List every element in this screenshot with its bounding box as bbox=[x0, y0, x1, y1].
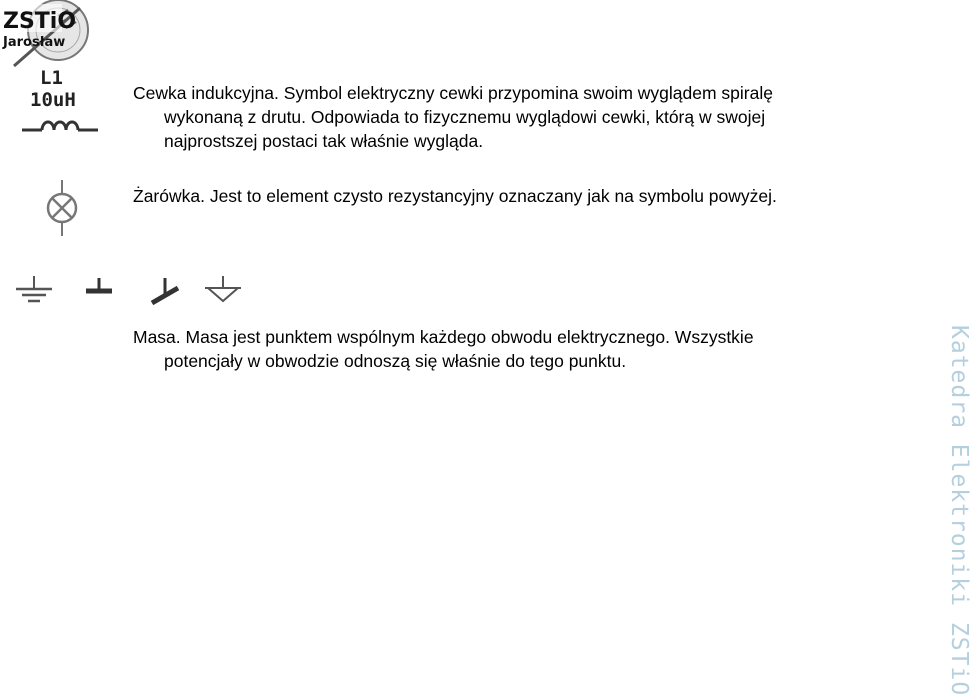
inductor-line-2: wykonaną z drutu. Odpowiada to fizycznemu wyglądowi cewki, którą w swojej bbox=[164, 107, 766, 127]
inductor-label-name: L1 bbox=[40, 67, 63, 89]
lamp-symbol-icon bbox=[42, 180, 82, 236]
signal-ground-icon bbox=[84, 276, 114, 300]
inductor-line-1: Cewka indukcyjna. Symbol elektryczny cewki przypomina swoim wyglądem spiralę bbox=[133, 83, 773, 103]
earth-ground-icon bbox=[14, 276, 54, 306]
ground-line-2: potencjały w obwodzie odnoszą się właśnie do tego punktu. bbox=[164, 351, 627, 371]
bulb-description bbox=[133, 184, 777, 208]
bulb-line-1: Żarówka. Jest to element czysto rezystancyjny oznaczany jak na symbolu powyżej. bbox=[133, 186, 777, 206]
ground-line-1: Masa. Masa jest punktem wspólnym każdego obwodu elektrycznego. Wszystkie bbox=[133, 327, 754, 347]
ground-description bbox=[133, 325, 754, 373]
chassis-ground-icon bbox=[148, 276, 182, 306]
inductor-symbol-icon bbox=[20, 62, 102, 138]
inductor-description bbox=[133, 81, 773, 153]
inductor-line-3: najprostszej postaci tak właśnie wygląda. bbox=[164, 131, 484, 151]
triangle-ground-icon bbox=[204, 276, 242, 304]
inductor-label-value: 10uH bbox=[30, 89, 76, 111]
watermark: Katedra Elektroniki ZSTiO bbox=[946, 325, 972, 697]
logo-name: ZSTiO bbox=[3, 9, 77, 34]
logo-city: Jarosław bbox=[3, 35, 66, 50]
